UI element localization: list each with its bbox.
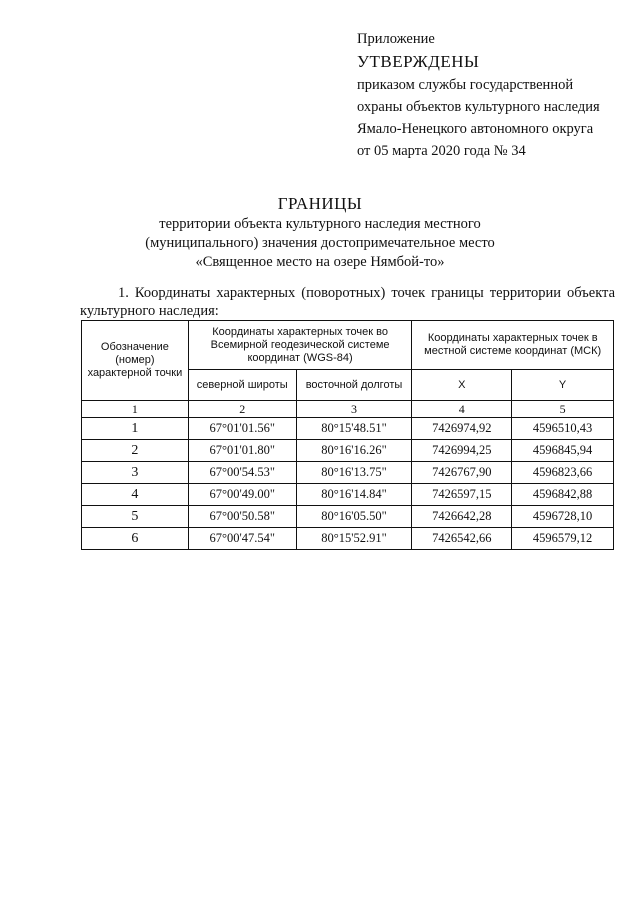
column-number: 5 [512,401,614,418]
point-number: 2 [82,440,189,462]
column-number: 1 [82,401,189,418]
coord-y: 4596728,10 [512,506,614,528]
north-latitude: 67°01'01.56" [188,418,296,440]
point-number: 1 [82,418,189,440]
north-latitude: 67°00'54.53" [188,462,296,484]
east-longitude: 80°15'52.91" [296,528,412,550]
table-row [82,484,614,506]
column-number-row [82,401,614,418]
point-number: 4 [82,484,189,506]
coord-x: 7426597,15 [412,484,512,506]
title-line: «Священное место на озере Нямбой-то» [195,254,445,270]
table-row [82,528,614,550]
east-longitude: 80°16'16.26" [296,440,412,462]
document-title [0,193,640,272]
header-y: Y [512,370,614,401]
approved-heading: УТВЕРЖДЕНЫ [357,52,480,71]
column-number: 3 [296,401,412,418]
coord-x: 7426542,66 [412,528,512,550]
coord-y: 4596845,94 [512,440,614,462]
column-number: 4 [412,401,512,418]
column-number: 2 [188,401,296,418]
header-x: X [412,370,512,401]
east-longitude: 80°15'48.51" [296,418,412,440]
north-latitude: 67°00'47.54" [188,528,296,550]
header-designation: Обозначение (номер) характерной точки [82,321,189,401]
table-row [82,462,614,484]
point-number: 5 [82,506,189,528]
coord-x: 7426767,90 [412,462,512,484]
coord-x: 7426994,25 [412,440,512,462]
table-header-row [82,321,614,370]
title-line: территории объекта культурного наследия местного [159,216,481,232]
header-msk: Координаты характерных точек в местной системе координат (МСК) [412,321,614,370]
approval-block [357,28,627,162]
coord-x: 7426642,28 [412,506,512,528]
coord-x: 7426974,92 [412,418,512,440]
header-east: восточной долготы [296,370,412,401]
coord-y: 4596510,43 [512,418,614,440]
table-row [82,440,614,462]
approval-line: охраны объектов культурного наследия [357,99,600,115]
north-latitude: 67°00'50.58" [188,506,296,528]
east-longitude: 80°16'05.50" [296,506,412,528]
east-longitude: 80°16'13.75" [296,462,412,484]
main-title: ГРАНИЦЫ [277,194,363,213]
header-north: северной широты [188,370,296,401]
point-number: 3 [82,462,189,484]
coord-y: 4596842,88 [512,484,614,506]
approval-date: от 05 марта 2020 года № 34 [357,143,526,159]
north-latitude: 67°00'49.00" [188,484,296,506]
point-number: 6 [82,528,189,550]
east-longitude: 80°16'14.84" [296,484,412,506]
coord-y: 4596579,12 [512,528,614,550]
coord-y: 4596823,66 [512,462,614,484]
table-row [82,418,614,440]
north-latitude: 67°01'01.80" [188,440,296,462]
appendix-label: Приложение [357,31,435,47]
table-row [82,506,614,528]
coordinates-table [81,320,614,550]
approval-line: Ямало-Ненецкого автономного округа [357,121,594,137]
approval-line: приказом службы государственной [357,77,574,93]
section-heading: 1. Координаты характерных (поворотных) точек границы территории объекта культурного наследия: [80,285,615,319]
title-line: (муниципального) значения достопримечательное место [145,235,495,251]
header-wgs: Координаты характерных точек во Всемирной геодезической системе координат (WGS-84) [188,321,412,370]
